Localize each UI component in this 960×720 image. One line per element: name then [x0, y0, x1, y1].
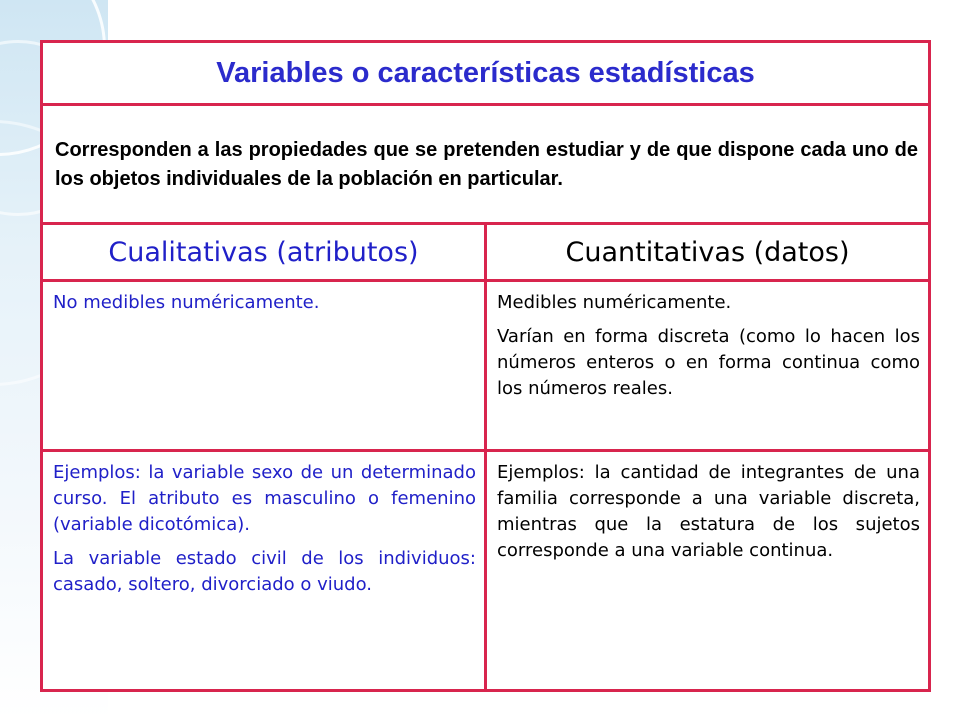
definition-text: Medibles numéricamente.: [497, 292, 732, 313]
cell-cualitativas-definition: [42, 281, 486, 451]
cell-cuantitativas-definition: [486, 281, 930, 451]
example-text: Ejemplos: la variable sexo de un determinado curso. El atributo es masculino o femenino (variable dicotómica).: [53, 462, 476, 535]
variables-table: [40, 40, 931, 692]
table-description: Corresponden a las propiedades que se pretenden estudiar y de que dispone cada uno de los objetos individuales de la población en particular.: [42, 105, 930, 224]
example-text: La variable estado civil de los individuos: casado, soltero, divorciado o viudo.: [53, 548, 476, 595]
definition-text: No medibles numéricamente.: [53, 292, 320, 313]
example-text: Ejemplos: la cantidad de integrantes de una familia corresponde a una variable discreta, mientras que la estatura de los sujetos corresponde a una variable continua.: [497, 462, 920, 561]
header-cualitativas: Cualitativas (atributos): [42, 224, 486, 281]
table-title: Variables o características estadísticas: [42, 42, 930, 105]
cell-cualitativas-examples: [42, 451, 486, 691]
cell-cuantitativas-examples: [486, 451, 930, 691]
definition-text: Varían en forma discreta (como lo hacen los números enteros o en forma continua como los números reales.: [497, 326, 920, 399]
header-cuantitativas: Cuantitativas (datos): [486, 224, 930, 281]
